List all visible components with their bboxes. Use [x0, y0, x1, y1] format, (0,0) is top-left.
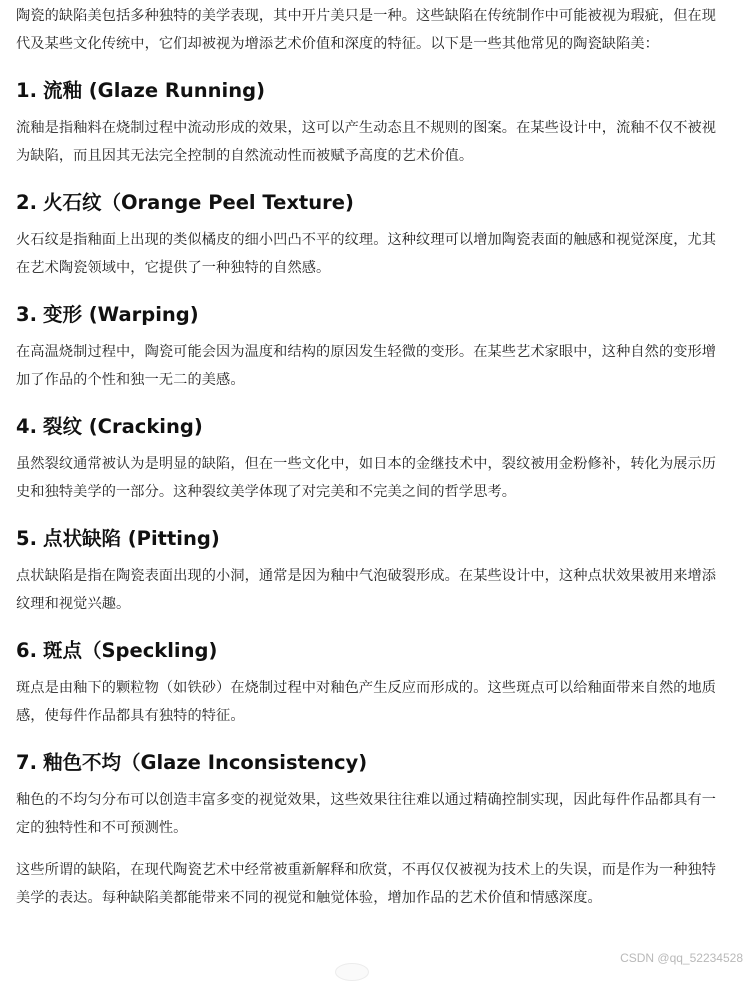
scroll-hint-shape — [335, 963, 369, 981]
intro-paragraph: 陶瓷的缺陷美包括多种独特的美学表现，其中开片美只是一种。这些缺陷在传统制作中可能被视为瑕疵，但在现代及某些文化传统中，它们却被视为增添艺术价值和深度的特征。以下是一些其他常见的陶瓷缺陷美： — [16, 8, 717, 52]
section-title: 变形 (Warping) — [42, 303, 199, 326]
section-heading-orange-peel — [16, 188, 724, 218]
section-title: 釉色不均（Glaze Inconsistency) — [42, 751, 368, 774]
section-body-orange-peel: 火石纹是指釉面上出现的类似橘皮的细小凹凸不平的纹理。这种纹理可以增加陶瓷表面的触感和视觉深度，尤其在艺术陶瓷领域中，它提供了一种独特的自然感。 — [16, 232, 717, 276]
section-title: 火石纹（Orange Peel Texture) — [42, 191, 354, 214]
section-title: 斑点（Speckling) — [42, 639, 218, 662]
section-title: 点状缺陷 (Pitting) — [42, 527, 220, 550]
section-number: 3. — [16, 303, 37, 326]
section-number: 5. — [16, 527, 37, 550]
article-body — [16, 2, 724, 912]
section-title: 流釉 (Glaze Running) — [42, 79, 265, 102]
section-number: 2. — [16, 191, 37, 214]
section-heading-cracking — [16, 412, 724, 442]
csdn-watermark: CSDN @qq_52234528 — [620, 951, 743, 965]
section-heading-glaze-running — [16, 76, 724, 106]
section-number: 4. — [16, 415, 37, 438]
section-body-speckling: 斑点是由釉下的颗粒物（如铁砂）在烧制过程中对釉色产生反应而形成的。这些斑点可以给釉面带来自然的地质感，使每件作品都具有独特的特征。 — [16, 680, 717, 724]
closing-paragraph: 这些所谓的缺陷，在现代陶瓷艺术中经常被重新解释和欣赏，不再仅仅被视为技术上的失误，而是作为一种独特美学的表达。每种缺陷美都能带来不同的视觉和触觉体验，增加作品的艺术价值和情感深度。 — [16, 862, 717, 906]
section-body-warping: 在高温烧制过程中，陶瓷可能会因为温度和结构的原因发生轻微的变形。在某些艺术家眼中，这种自然的变形增加了作品的个性和独一无二的美感。 — [16, 344, 717, 388]
section-heading-speckling — [16, 636, 724, 666]
section-body-glaze-inconsistency: 釉色的不均匀分布可以创造丰富多变的视觉效果，这些效果往往难以通过精确控制实现，因此每件作品都具有一定的独特性和不可预测性。 — [16, 792, 717, 836]
section-number: 6. — [16, 639, 37, 662]
section-body-pitting: 点状缺陷是指在陶瓷表面出现的小洞，通常是因为釉中气泡破裂形成。在某些设计中，这种点状效果被用来增添纹理和视觉兴趣。 — [16, 568, 717, 612]
section-heading-pitting — [16, 524, 724, 554]
section-number: 7. — [16, 751, 37, 774]
section-number: 1. — [16, 79, 37, 102]
section-heading-glaze-inconsistency — [16, 748, 724, 778]
section-title: 裂纹 (Cracking) — [42, 415, 203, 438]
section-body-glaze-running: 流釉是指釉料在烧制过程中流动形成的效果，这可以产生动态且不规则的图案。在某些设计中，流釉不仅不被视为缺陷，而且因其无法完全控制的自然流动性而被赋予高度的艺术价值。 — [16, 120, 717, 164]
section-heading-warping — [16, 300, 724, 330]
section-body-cracking: 虽然裂纹通常被认为是明显的缺陷，但在一些文化中，如日本的金继技术中，裂纹被用金粉修补，转化为展示历史和独特美学的一部分。这种裂纹美学体现了对完美和不完美之间的哲学思考。 — [16, 456, 717, 500]
